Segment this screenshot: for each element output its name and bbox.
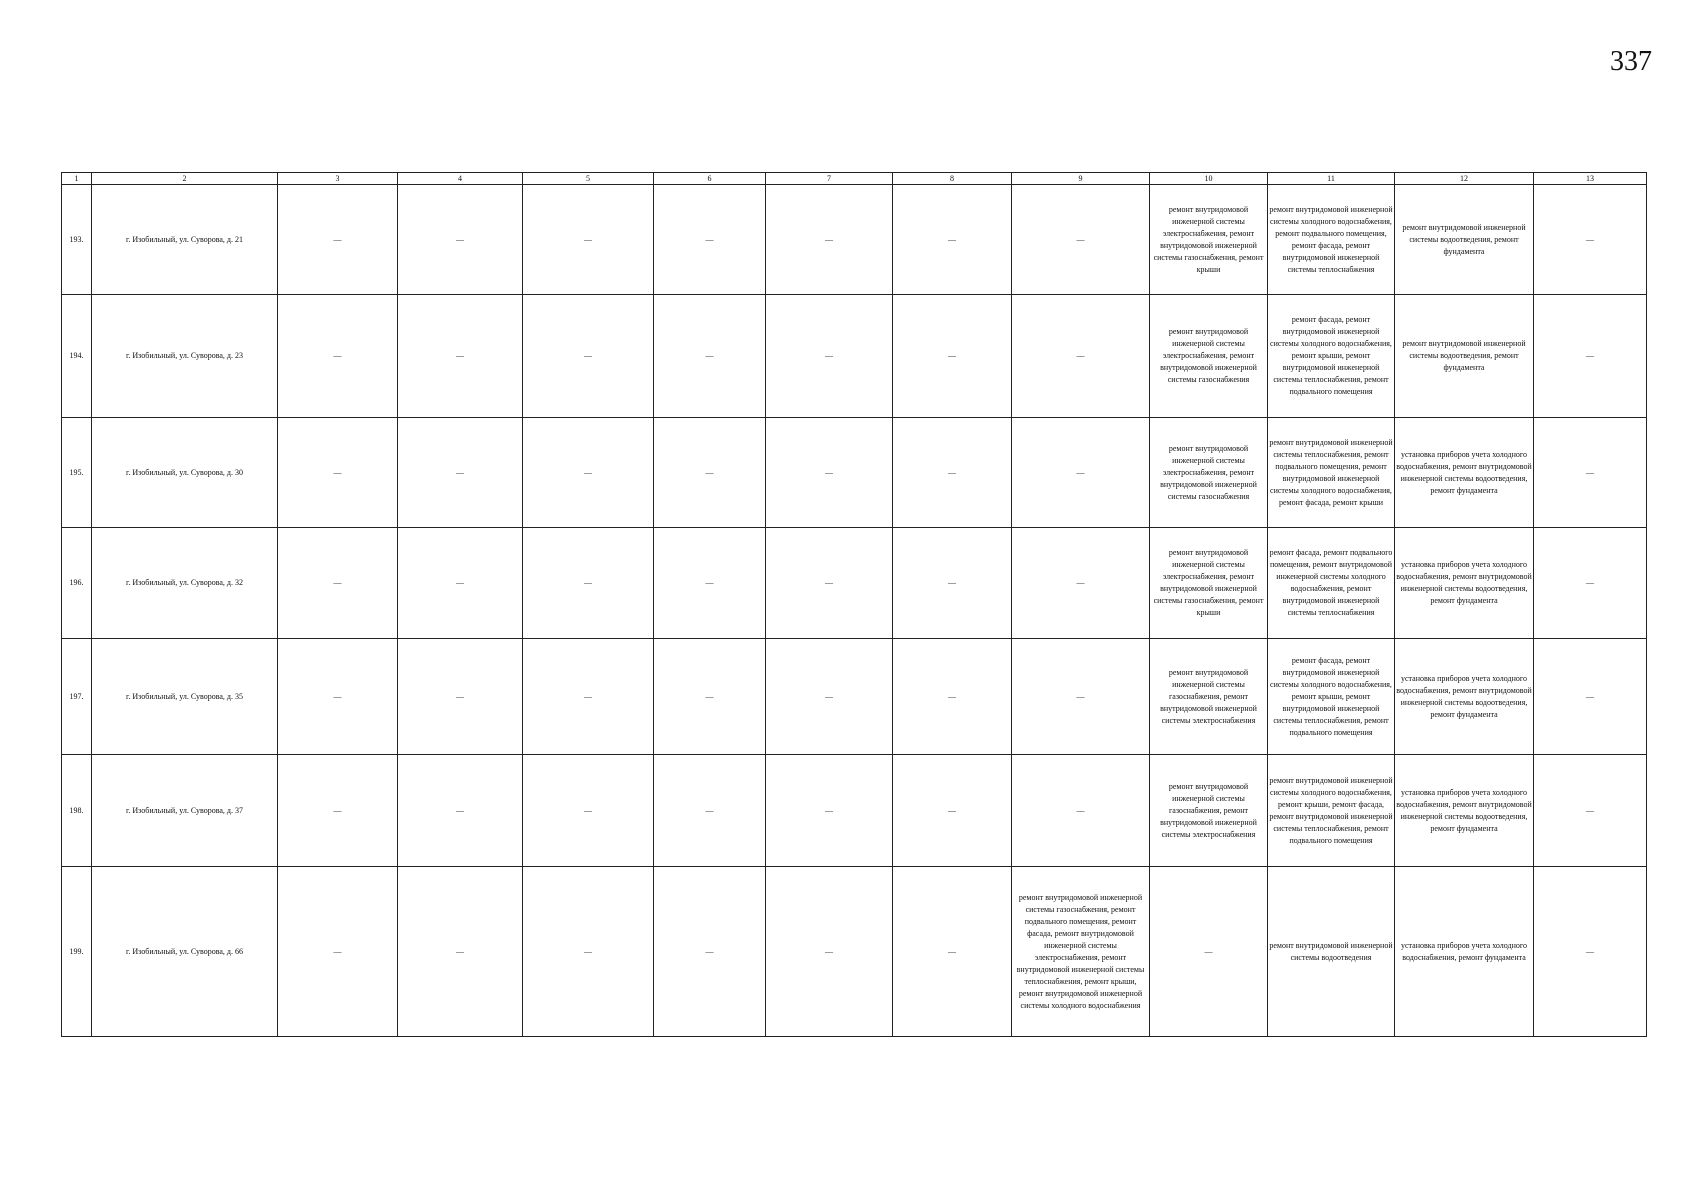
empty-dash-cell: — — [398, 528, 523, 639]
empty-dash-cell: — — [766, 295, 893, 418]
work-description-cell: ремонт внутридомовой инженерной системы холодного водоснабжения, ремонт подвального помещения, ремонт фасада, ремонт внутридомовой инженерной системы теплоснабжения — [1268, 185, 1395, 295]
work-description-cell: ремонт внутридомовой инженерной системы электроснабжения, ремонт внутридомовой инженерной системы газоснабжения, ремонт крыши — [1150, 185, 1268, 295]
column-header-9: 9 — [1012, 173, 1150, 185]
empty-dash-cell: — — [1534, 418, 1647, 528]
address-cell: г. Изобильный, ул. Суворова, д. 32 — [92, 528, 278, 639]
table-row — [62, 639, 1647, 755]
table-row — [62, 185, 1647, 295]
empty-dash-cell: — — [766, 185, 893, 295]
table-row — [62, 295, 1647, 418]
row-number: 196. — [62, 528, 92, 639]
table-row — [62, 418, 1647, 528]
row-number: 194. — [62, 295, 92, 418]
empty-dash-cell: — — [278, 755, 398, 867]
empty-dash-cell: — — [398, 755, 523, 867]
table-row — [62, 528, 1647, 639]
column-header-3: 3 — [278, 173, 398, 185]
empty-dash-cell: — — [1012, 528, 1150, 639]
table-row — [62, 867, 1647, 1037]
empty-dash-cell: — — [398, 295, 523, 418]
row-number: 193. — [62, 185, 92, 295]
empty-dash-cell: — — [1012, 295, 1150, 418]
empty-dash-cell: — — [654, 185, 766, 295]
empty-dash-cell: — — [766, 639, 893, 755]
work-description-cell: ремонт внутридомовой инженерной системы водоотведения — [1268, 867, 1395, 1037]
work-description-cell: установка приборов учета холодного водоснабжения, ремонт фундамента — [1395, 867, 1534, 1037]
empty-dash-cell: — — [1012, 639, 1150, 755]
work-description-cell: ремонт фасада, ремонт внутридомовой инженерной системы холодного водоснабжения, ремонт крыши, ремонт внутридомовой инженерной системы теплоснабжения, ремонт подвального помещения — [1268, 295, 1395, 418]
column-header-11: 11 — [1268, 173, 1395, 185]
empty-dash-cell: — — [1534, 867, 1647, 1037]
empty-dash-cell: — — [893, 295, 1012, 418]
work-description-cell: установка приборов учета холодного водоснабжения, ремонт внутридомовой инженерной системы водоотведения, ремонт фундамента — [1395, 418, 1534, 528]
empty-dash-cell: — — [278, 867, 398, 1037]
work-description-cell: ремонт внутридомовой инженерной системы газоснабжения, ремонт подвального помещения, ремонт фасада, ремонт внутридомовой инженерной системы электроснабжения, ремонт внутридомовой инженерной системы теплоснабжения, ремонт крыши, ремонт внутридомовой инженерной системы холодного водоснабжения — [1012, 867, 1150, 1037]
row-number: 197. — [62, 639, 92, 755]
empty-dash-cell: — — [893, 755, 1012, 867]
empty-dash-cell: — — [893, 528, 1012, 639]
address-cell: г. Изобильный, ул. Суворова, д. 66 — [92, 867, 278, 1037]
empty-dash-cell: — — [766, 528, 893, 639]
row-number: 199. — [62, 867, 92, 1037]
empty-dash-cell: — — [398, 418, 523, 528]
empty-dash-cell: — — [523, 295, 654, 418]
column-header-6: 6 — [654, 173, 766, 185]
work-description-cell: ремонт фасада, ремонт подвального помещения, ремонт внутридомовой инженерной системы холодного водоснабжения, ремонт внутридомовой инженерной системы теплоснабжения — [1268, 528, 1395, 639]
empty-dash-cell: — — [766, 867, 893, 1037]
empty-dash-cell: — — [523, 639, 654, 755]
empty-dash-cell: — — [654, 528, 766, 639]
column-header-7: 7 — [766, 173, 893, 185]
work-description-cell: ремонт внутридомовой инженерной системы электроснабжения, ремонт внутридомовой инженерной системы газоснабжения — [1150, 295, 1268, 418]
empty-dash-cell: — — [1012, 418, 1150, 528]
empty-dash-cell: — — [766, 755, 893, 867]
column-header-2: 2 — [92, 173, 278, 185]
work-description-cell: ремонт внутридомовой инженерной системы холодного водоснабжения, ремонт крыши, ремонт фасада, ремонт внутридомовой инженерной системы теплоснабжения, ремонт подвального помещения — [1268, 755, 1395, 867]
empty-dash-cell: — — [1012, 755, 1150, 867]
empty-dash-cell: — — [523, 185, 654, 295]
page-number: 337 — [1610, 46, 1652, 77]
empty-dash-cell: — — [398, 639, 523, 755]
empty-dash-cell: — — [654, 418, 766, 528]
empty-dash-cell: — — [278, 418, 398, 528]
work-description-cell: ремонт внутридомовой инженерной системы водоотведения, ремонт фундамента — [1395, 185, 1534, 295]
empty-dash-cell: — — [654, 755, 766, 867]
table-row — [62, 755, 1647, 867]
address-cell: г. Изобильный, ул. Суворова, д. 21 — [92, 185, 278, 295]
empty-dash-cell: — — [1534, 528, 1647, 639]
empty-dash-cell: — — [893, 867, 1012, 1037]
work-description-cell: ремонт внутридомовой инженерной системы электроснабжения, ремонт внутридомовой инженерной системы газоснабжения — [1150, 418, 1268, 528]
empty-dash-cell: — — [278, 528, 398, 639]
empty-dash-cell: — — [654, 867, 766, 1037]
column-header-1: 1 — [62, 173, 92, 185]
work-description-cell: ремонт фасада, ремонт внутридомовой инженерной системы холодного водоснабжения, ремонт крыши, ремонт внутридомовой инженерной системы теплоснабжения, ремонт подвального помещения — [1268, 639, 1395, 755]
column-header-8: 8 — [893, 173, 1012, 185]
column-header-12: 12 — [1395, 173, 1534, 185]
empty-dash-cell: — — [278, 295, 398, 418]
column-header-5: 5 — [523, 173, 654, 185]
work-schedule-table — [61, 172, 1647, 1037]
empty-dash-cell: — — [893, 185, 1012, 295]
address-cell: г. Изобильный, ул. Суворова, д. 23 — [92, 295, 278, 418]
empty-dash-cell: — — [893, 639, 1012, 755]
work-description-cell: ремонт внутридомовой инженерной системы газоснабжения, ремонт внутридомовой инженерной системы электроснабжения — [1150, 755, 1268, 867]
empty-dash-cell: — — [398, 867, 523, 1037]
empty-dash-cell: — — [654, 295, 766, 418]
empty-dash-cell: — — [278, 639, 398, 755]
column-number-row — [62, 173, 1647, 185]
row-number: 198. — [62, 755, 92, 867]
empty-dash-cell: — — [398, 185, 523, 295]
empty-dash-cell: — — [523, 418, 654, 528]
column-header-10: 10 — [1150, 173, 1268, 185]
address-cell: г. Изобильный, ул. Суворова, д. 30 — [92, 418, 278, 528]
empty-dash-cell: — — [523, 867, 654, 1037]
work-description-cell: установка приборов учета холодного водоснабжения, ремонт внутридомовой инженерной системы водоотведения, ремонт фундамента — [1395, 528, 1534, 639]
address-cell: г. Изобильный, ул. Суворова, д. 35 — [92, 639, 278, 755]
empty-dash-cell: — — [1534, 185, 1647, 295]
row-number: 195. — [62, 418, 92, 528]
address-cell: г. Изобильный, ул. Суворова, д. 37 — [92, 755, 278, 867]
empty-dash-cell: — — [766, 418, 893, 528]
column-header-4: 4 — [398, 173, 523, 185]
empty-dash-cell: — — [278, 185, 398, 295]
empty-dash-cell: — — [1534, 295, 1647, 418]
column-header-13: 13 — [1534, 173, 1647, 185]
empty-dash-cell: — — [893, 418, 1012, 528]
work-description-cell: установка приборов учета холодного водоснабжения, ремонт внутридомовой инженерной системы водоотведения, ремонт фундамента — [1395, 755, 1534, 867]
empty-dash-cell: — — [654, 639, 766, 755]
work-description-cell: ремонт внутридомовой инженерной системы газоснабжения, ремонт внутридомовой инженерной системы электроснабжения — [1150, 639, 1268, 755]
work-description-cell: ремонт внутридомовой инженерной системы водоотведения, ремонт фундамента — [1395, 295, 1534, 418]
empty-dash-cell: — — [523, 755, 654, 867]
empty-dash-cell: — — [1534, 639, 1647, 755]
empty-dash-cell: — — [1012, 185, 1150, 295]
empty-dash-cell: — — [523, 528, 654, 639]
empty-dash-cell: — — [1150, 867, 1268, 1037]
work-description-cell: установка приборов учета холодного водоснабжения, ремонт внутридомовой инженерной системы водоотведения, ремонт фундамента — [1395, 639, 1534, 755]
empty-dash-cell: — — [1534, 755, 1647, 867]
table-body — [62, 185, 1647, 1037]
work-description-cell: ремонт внутридомовой инженерной системы электроснабжения, ремонт внутридомовой инженерной системы газоснабжения, ремонт крыши — [1150, 528, 1268, 639]
work-description-cell: ремонт внутридомовой инженерной системы теплоснабжения, ремонт подвального помещения, ремонт внутридомовой инженерной системы холодного водоснабжения, ремонт фасада, ремонт крыши — [1268, 418, 1395, 528]
